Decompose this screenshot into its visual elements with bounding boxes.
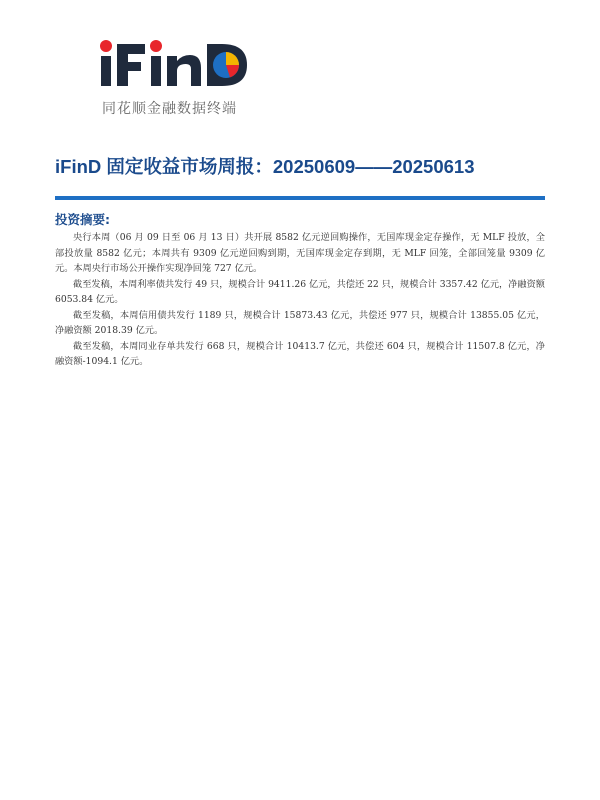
summary-body [55,230,545,370]
paragraph-interbank-cds: 截至发稿，本周同业存单共发行 668 只，规模合计 10413.7 亿元，共偿还 604 只，规模合计 11507.8 亿元，净融资额-1094.1 亿元。 [55,340,545,367]
title-divider [55,196,545,200]
paragraph-central-bank: 央行本周（06 月 09 日至 06 月 13 日）共开展 8582 亿元逆回购操作，无国库现金定存操作，无 MLF 投放，全部投放量 8582 亿元；本周共有 9309 亿元逆回购到期，无国库现金定存到期，无 MLF 回笼，全部回笼量 9309 亿元。本周央行市场公开操作实现净回笼 727 亿元。 [55,232,545,274]
paragraph-rate-bonds: 截至发稿，本周利率债共发行 49 只，规模合计 9411.26 亿元，共偿还 22 只，规模合计 3357.42 亿元，净融资额 6053.84 亿元。 [55,278,545,305]
ifind-logo [100,38,260,118]
summary-heading: 投资摘要: [55,212,110,227]
report-title: iFinD 固定收益市场周报：20250609——20250613 [55,156,475,177]
ifind-wordmark [100,38,250,90]
paragraph-credit-bonds: 截至发稿，本周信用债共发行 1189 只，规模合计 15873.43 亿元，共偿还 977 只，规模合计 13855.05 亿元，净融资额 2018.39 亿元。 [55,309,545,336]
logo-subtitle: 同花顺金融数据终端 [102,101,237,117]
